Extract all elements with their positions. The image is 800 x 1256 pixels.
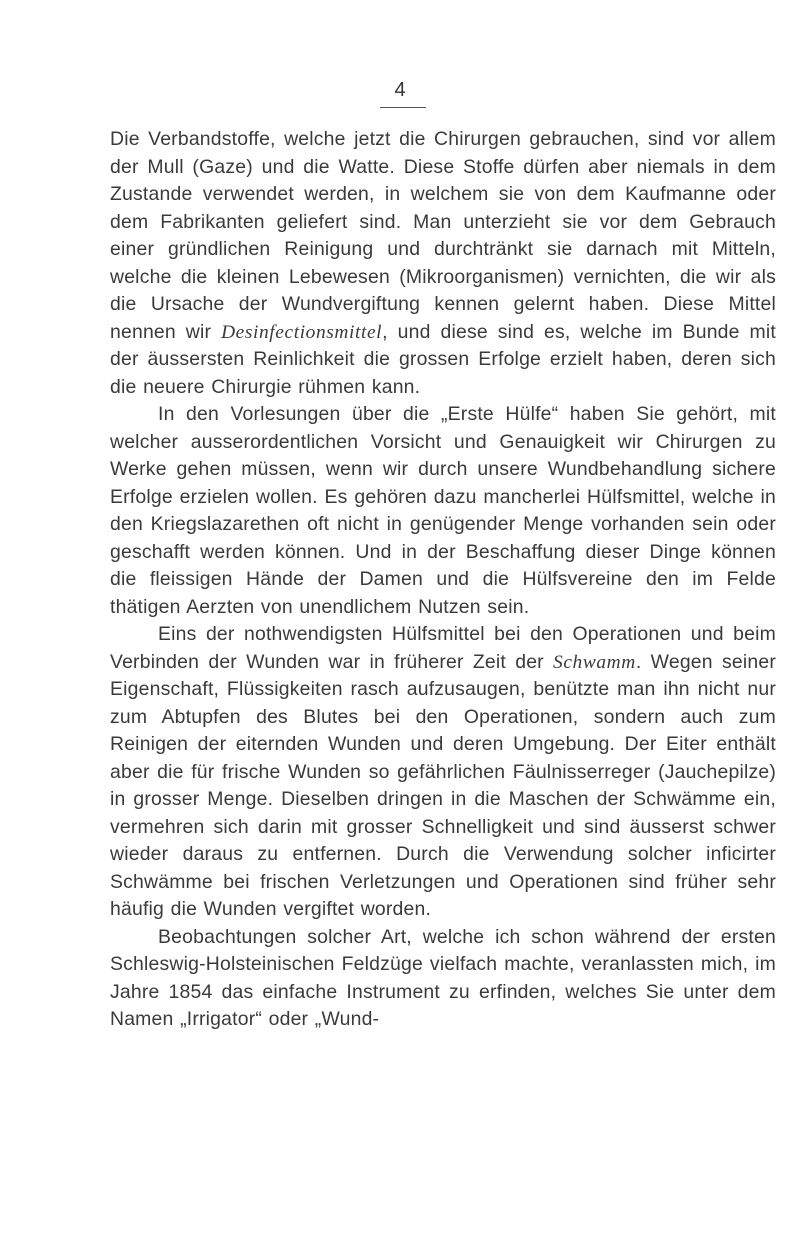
text-segment: In den Vorlesungen über die „Erste Hülfe“ haben Sie gehört, mit welcher ausserordentlichen Vorsicht und Genauigkeit wir Chirurgen zu Werke gehen müssen, wenn wir durch unsere Wundbehandlung sichere Erfolge erzielen wollen. Es gehören dazu mancherlei Hülfsmittel, welche in den Kriegslazarethen oft nicht in genügender Menge vorhanden sein oder geschafft werden können. Und in der Beschaffung dieser Dinge können die fleissigen Hände der Damen und die Hülfsvereine den im Felde thätigen Aerzten von unendlichem Nutzen sein.	[110, 403, 776, 618]
emphasized-term: Desinfectionsmittel	[221, 321, 383, 343]
text-segment: Die Verbandstoffe, welche jetzt die Chirurgen gebrauchen, sind vor allem der Mull (Gaze) und die Watte. Diese Stoffe dürfen aber niemals in dem Zustande verwendet werden, in welchem sie von dem Kaufmanne oder dem Fabrikanten geliefert sind. Man unterzieht sie vor dem Gebrauch einer gründlichen Reinigung und durchtränkt sie darnach mit Mitteln, welche die kleinen Lebewesen (Mikroorganismen) vernichten, die wir als die Ursache der Wundvergiftung kennen gelernt haben. Diese Mittel nennen wir	[110, 128, 776, 343]
text-segment: , und diese sind es, welche im Bunde mit der äussersten Reinlichkeit die grossen Erfolge erzielt haben, deren sich die neuere Chirurgie rühmen kann.	[110, 320, 776, 398]
page-number-rule	[380, 107, 426, 108]
paragraph-2	[110, 401, 776, 621]
page-number: 4	[394, 79, 406, 101]
body-text	[110, 126, 776, 1034]
text-segment: . Wegen seiner Eigenschaft, Flüssigkeiten rasch aufzusaugen, benützte man ihn nicht nur zum Abtupfen des Blutes bei den Operationen, sondern auch zum Reinigen der eiternden Wunden und deren Umgebung. Der Eiter enthält aber die für frische Wunden so gefährlichen Fäulnisserreger (Jauchepilze) in grosser Menge. Dieselben dringen in die Maschen der Schwämme ein, vermehren sich darin mit grosser Schnelligkeit und sind äusserst schwer wieder daraus zu entfernen. Durch die Verwendung solcher inficirter Schwämme bei frischen Verletzungen und Operationen sind früher sehr häufig die Wunden vergiftet worden.	[110, 650, 776, 920]
text-segment: Beobachtungen solcher Art, welche ich schon während der ersten Schleswig-Holsteinischen Feldzüge vielfach machte, veranlassten mich, im Jahre 1854 das einfache Instrument zu erfinden, welches Sie unter dem Namen „Irrigator“ oder „Wund-	[110, 925, 776, 1030]
paragraph-4	[110, 924, 776, 1034]
text-segment: Eins der nothwendigsten Hülfsmittel bei den Operationen und beim Verbinden der Wunden war in früherer Zeit der	[110, 623, 776, 673]
paragraph-3	[110, 621, 776, 924]
emphasized-term: Schwamm	[553, 651, 636, 673]
paragraph-1	[110, 126, 776, 401]
